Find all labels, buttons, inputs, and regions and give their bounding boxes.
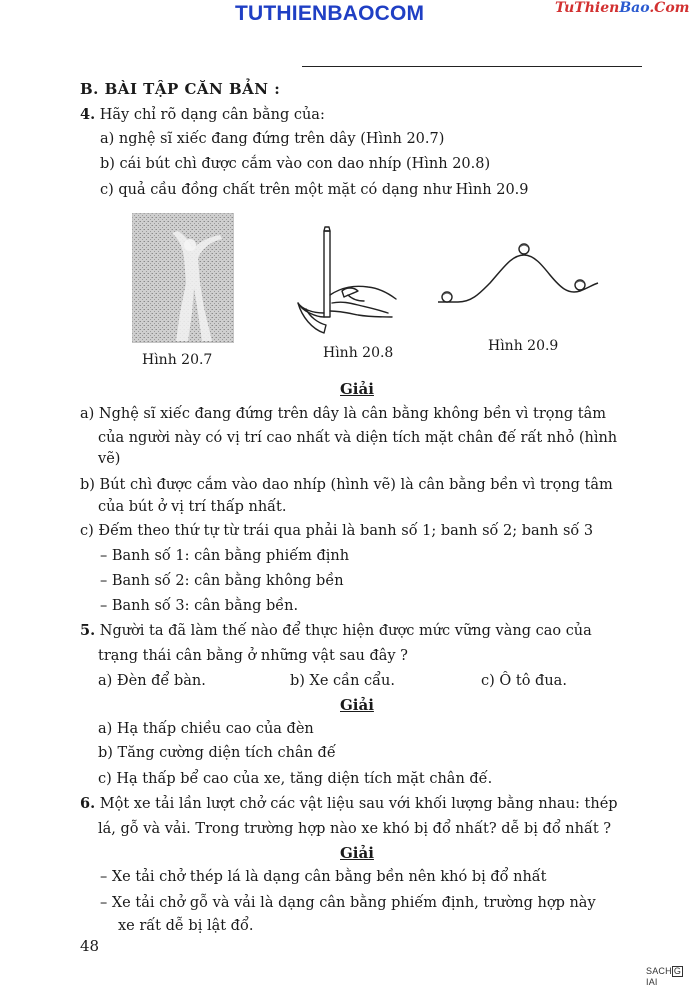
figure-20-9-wave-balls: [432, 243, 602, 313]
q6-line1: [80, 795, 618, 813]
footer-logo: [646, 966, 693, 987]
sol5-a: a) Hạ thấp chiều cao của đèn: [98, 721, 314, 737]
q6-number: 6.: [80, 795, 96, 812]
q5-option-c: c) Ô tô đua.: [481, 673, 567, 689]
giai-heading-1: Giải: [340, 380, 374, 398]
sol4-ball-1: – Banh số 1: cân bằng phiếm định: [100, 548, 350, 564]
sol6-line3: xe rất dễ bị lật đổ.: [118, 918, 254, 934]
q5-text1: Người ta đã làm thế nào để thực hiện được mức vững vàng cao của: [99, 623, 592, 639]
figure-20-8-caption: Hình 20.8: [323, 345, 394, 361]
q5-line1: [80, 622, 592, 640]
sol5-b: b) Tăng cường diện tích chân đế: [98, 745, 336, 761]
section-title: B. BÀI TẬP CĂN BẢN :: [80, 80, 281, 98]
q6-line2: lá, gỗ và vải. Trong trường hợp nào xe khó bị đổ nhất? dễ bị đổ nhất ?: [98, 821, 612, 837]
q4-line: [80, 106, 325, 124]
q6-text1: Một xe tải lần lượt chở các vật liệu sau với khối lượng bằng nhau: thép: [99, 796, 618, 812]
footer-right: IAI: [646, 977, 658, 987]
sol4-a-line3: vẽ): [98, 451, 121, 467]
q5-number: 5.: [80, 622, 96, 639]
footer-box: G: [673, 966, 682, 976]
brand-part-1: TuThien: [555, 0, 620, 16]
sol5-c: c) Hạ thấp bể cao của xe, tăng diện tích mặt chân đế.: [98, 771, 493, 787]
sol4-a-line2: của người này có vị trí cao nhất và diện tích mặt chân đế rất nhỏ (hình: [98, 430, 618, 446]
figure-20-8-pencil-knife: [288, 225, 398, 340]
sol4-b-line1: b) Bút chì được cắm vào dao nhíp (hình vẽ) là cân bằng bền vì trọng tâm: [80, 477, 613, 493]
figure-20-7-acrobat-image: [132, 213, 234, 343]
giai-heading-3: Giải: [340, 844, 374, 862]
footer-left: SACH: [646, 966, 672, 976]
sol4-ball-2: – Banh số 2: cân bằng không bền: [100, 573, 344, 589]
page-number: 48: [80, 937, 100, 955]
q4-option-c: c) quả cầu đồng chất trên một mặt có dạng như Hình 20.9: [100, 182, 529, 198]
brand-part-2: Bao: [619, 0, 650, 16]
sol4-ball-3: – Banh số 3: cân bằng bền.: [100, 598, 299, 614]
figure-20-9-caption: Hình 20.9: [488, 338, 559, 354]
brand-part-3: .Com: [649, 0, 690, 16]
sol6-line2: – Xe tải chở gỗ và vải là dạng cân bằng phiếm định, trường hợp này: [100, 895, 596, 911]
header-rule: [302, 66, 642, 67]
sol4-c-line1: c) Đếm theo thứ tự từ trái qua phải là banh số 1; banh số 2; banh số 3: [80, 523, 594, 539]
q4-option-b: b) cái bút chì được cắm vào con dao nhíp (Hình 20.8): [100, 156, 491, 172]
q5-option-a: a) Đèn để bàn.: [98, 673, 206, 689]
figure-20-7-caption: Hình 20.7: [142, 352, 213, 368]
brand-logo: [555, 0, 689, 16]
sol4-b-line2: của bút ở vị trí thấp nhất.: [98, 499, 287, 515]
q5-line2: trạng thái cân bằng ở những vật sau đây ?: [98, 648, 408, 664]
giai-heading-2: Giải: [340, 696, 374, 714]
site-title: TUTHIENBAOCOM: [235, 2, 425, 25]
sol6-line1: – Xe tải chở thép lá là dạng cân bằng bền nên khó bị đổ nhất: [100, 869, 547, 885]
sol4-a-line1: a) Nghệ sĩ xiếc đang đứng trên dây là cân bằng không bền vì trọng tâm: [80, 406, 606, 422]
q4-text: Hãy chỉ rõ dạng cân bằng của:: [99, 107, 325, 123]
q5-option-b: b) Xe cần cẩu.: [290, 673, 395, 689]
q4-number: 4.: [80, 106, 96, 123]
q4-option-a: a) nghệ sĩ xiếc đang đứng trên dây (Hình 20.7): [100, 131, 445, 147]
